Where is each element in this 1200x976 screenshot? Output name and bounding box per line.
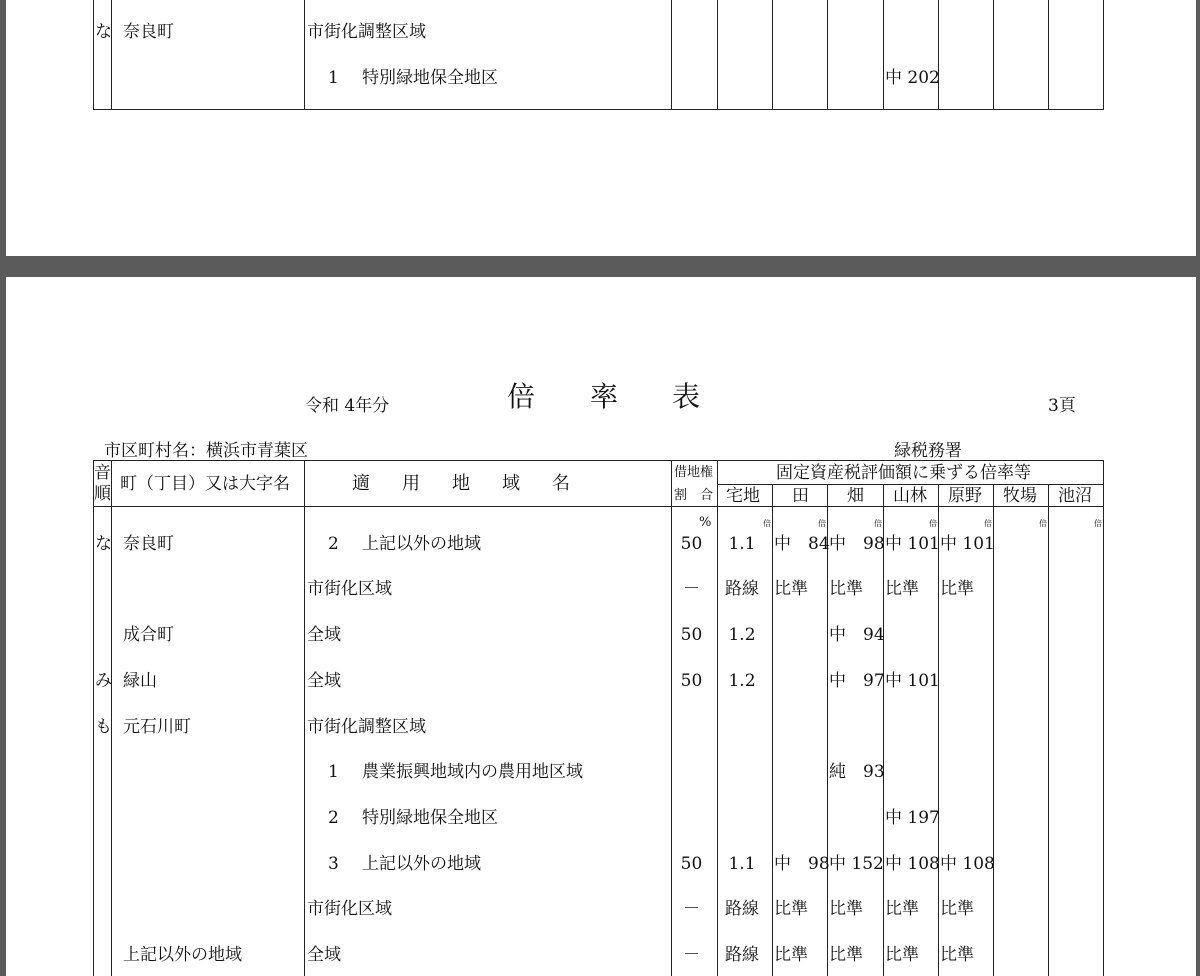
row-kana: み [95, 671, 112, 691]
cell-hatake: 比準 [829, 899, 863, 919]
page-number: 3頁 [1048, 396, 1076, 416]
cell-sanrin: 中 108 [885, 854, 940, 874]
unit-bai: 倍 [763, 519, 771, 528]
column-divider [993, 0, 994, 110]
row-area-name: 特別緑地保全地区 [362, 808, 498, 828]
cell-hatake: 比準 [829, 579, 863, 599]
row-area-name: 市街化区域 [307, 579, 392, 599]
cell-hatake: 中 97 [829, 671, 885, 691]
cell-lease-ratio: 50 [680, 625, 703, 645]
year-label: 令和 4年分 [305, 396, 390, 416]
header-area-name: 適 用 地 域 名 [352, 473, 577, 494]
document-page-previous [6, 0, 1196, 256]
cell-sanrin: 中 202 [885, 68, 940, 88]
cell-sanrin: 比準 [885, 945, 919, 965]
cell-ta: 中 84 [774, 534, 830, 554]
cell-hatake: 中 94 [829, 625, 885, 645]
cell-lease-ratio: 50 [680, 534, 703, 554]
page-title-char-3: 表 [672, 380, 701, 413]
cell-genya: 中 101 [940, 534, 995, 554]
header-col-sanrin: 山林 [893, 486, 927, 506]
cell-takuchi: 1.2 [728, 625, 756, 645]
row-sub-number: 3 [328, 854, 339, 874]
cell-ta: 比準 [774, 945, 808, 965]
table-border-right [1103, 460, 1104, 976]
row-area-name: 市街化調整区域 [307, 717, 426, 737]
cell-lease-ratio: － [683, 899, 700, 919]
cell-genya: 比準 [940, 579, 974, 599]
cell-lease-ratio: － [683, 579, 700, 599]
cell-ta: 中 98 [774, 854, 830, 874]
cell-takuchi: 1.1 [728, 534, 756, 554]
row-area-name: 全域 [307, 945, 341, 965]
cell-sanrin: 中 101 [885, 671, 940, 691]
row-town-name: 成合町 [123, 625, 174, 645]
unit-bai: 倍 [874, 519, 882, 528]
row-area-name: 市街化区域 [307, 899, 392, 919]
column-divider [717, 0, 718, 110]
cell-takuchi: 路線 [725, 945, 759, 965]
header-kana-order: 音順 [94, 463, 111, 504]
cell-sanrin: 中 101 [885, 534, 940, 554]
municipality-label: 市区町村名：横浜市青葉区 [104, 441, 308, 461]
page-title-char-1: 倍 [507, 380, 536, 413]
row-kana: な [95, 22, 112, 42]
cell-takuchi: 路線 [725, 579, 759, 599]
row-sub-number: 2 [328, 534, 339, 554]
cell-takuchi: 1.1 [728, 854, 756, 874]
cell-genya: 比準 [940, 945, 974, 965]
column-divider [671, 460, 672, 976]
column-divider [671, 0, 672, 110]
unit-bai: 倍 [1094, 519, 1102, 528]
row-area-name: 全域 [307, 625, 341, 645]
column-divider [938, 0, 939, 110]
row-town-name: 奈良町 [123, 534, 174, 554]
cell-lease-ratio: － [683, 945, 700, 965]
header-town-name: 町（丁目）又は大字名 [120, 474, 290, 494]
row-area-name: 上記以外の地域 [362, 854, 481, 874]
column-divider [1048, 484, 1049, 976]
unit-bai: 倍 [818, 519, 826, 528]
page-title-char-2: 率 [590, 380, 619, 413]
column-divider [772, 484, 773, 976]
header-col-chisho: 池沼 [1058, 486, 1092, 506]
column-divider [772, 0, 773, 110]
column-divider [111, 0, 112, 110]
cell-hatake: 中 98 [829, 534, 885, 554]
cell-hatake: 比準 [829, 945, 863, 965]
table-border-bottom [93, 109, 1104, 110]
document-page-current [6, 277, 1196, 976]
row-area-name: 全域 [307, 671, 341, 691]
header-divider [717, 484, 1104, 485]
header-col-takuchi: 宅地 [726, 486, 760, 506]
cell-takuchi: 路線 [725, 899, 759, 919]
header-col-genya: 原野 [948, 486, 982, 506]
row-area-name: 農業振興地域内の農用地区域 [362, 762, 583, 782]
cell-ta: 比準 [774, 579, 808, 599]
column-divider [827, 0, 828, 110]
cell-takuchi: 1.2 [728, 671, 756, 691]
cell-hatake: 純 93 [829, 762, 885, 782]
unit-bai: 倍 [1039, 519, 1047, 528]
header-col-hatake: 畑 [847, 486, 864, 506]
header-multiplier-group: 固定資産税評価額に乗ずる倍率等 [776, 463, 1031, 483]
cell-lease-ratio: 50 [680, 854, 703, 874]
cell-ta: 比準 [774, 899, 808, 919]
row-area-name: 特別緑地保全地区 [362, 68, 498, 88]
row-town-name: 上記以外の地域 [123, 945, 242, 965]
row-area-name: 上記以外の地域 [362, 534, 481, 554]
header-col-ta: 田 [792, 486, 809, 506]
row-kana: な [95, 534, 112, 554]
row-town-name: 緑山 [123, 671, 157, 691]
column-divider [1048, 0, 1049, 110]
tax-office-label: 緑税務署 [894, 441, 962, 461]
unit-percent: % [699, 515, 712, 530]
cell-sanrin: 比準 [885, 579, 919, 599]
header-lease-ratio-bottom: 割 合 [674, 488, 714, 503]
row-sub-number: 2 [328, 808, 339, 828]
table-border-top [93, 460, 1104, 461]
row-town-name: 奈良町 [123, 22, 174, 42]
column-divider [304, 460, 305, 976]
row-sub-number: 1 [328, 68, 339, 88]
table-border-left [93, 460, 94, 976]
table-border-left [93, 0, 94, 110]
row-area-name: 市街化調整区域 [307, 22, 426, 42]
unit-bai: 倍 [929, 519, 937, 528]
header-border-bottom [93, 506, 1104, 507]
column-divider [883, 0, 884, 110]
cell-genya: 比準 [940, 899, 974, 919]
cell-sanrin: 中 197 [885, 808, 940, 828]
cell-lease-ratio: 50 [680, 671, 703, 691]
header-lease-ratio-top: 借地権 [674, 465, 714, 480]
table-border-right [1103, 0, 1104, 110]
header-col-bokujo: 牧場 [1003, 486, 1037, 506]
cell-sanrin: 比準 [885, 899, 919, 919]
cell-genya: 中 108 [940, 854, 995, 874]
row-sub-number: 1 [328, 762, 339, 782]
column-divider [883, 484, 884, 976]
column-divider [304, 0, 305, 110]
cell-hatake: 中 152 [829, 854, 884, 874]
row-town-name: 元石川町 [123, 717, 191, 737]
unit-bai: 倍 [984, 519, 992, 528]
row-kana: も [95, 717, 112, 737]
